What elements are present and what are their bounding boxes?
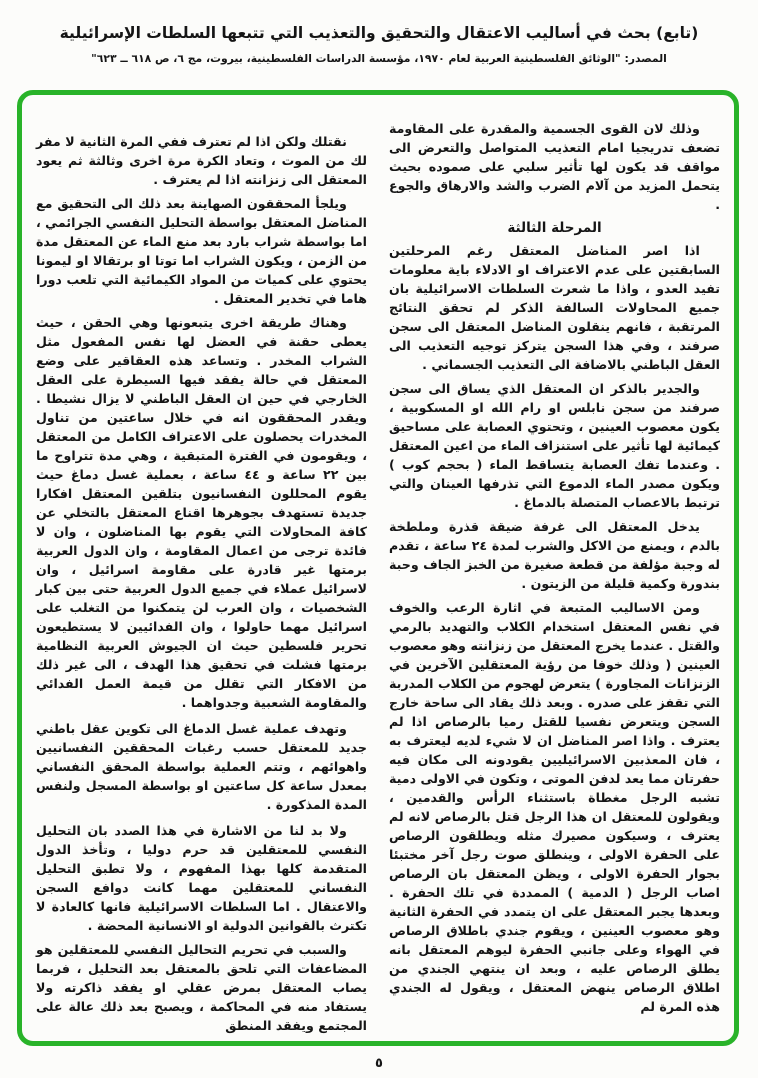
column-right [389,119,720,1041]
paragraph: ولا بد لنا من الاشارة في هذا الصدد بان التحليل النفسي للمعتقلين قد حرم دوليا ، وتأخذ الدول المتقدمة كلها بهذا المفهوم ، ولا تطبق التحليل النفساني للمعتقلين مهما كانت دوافع السجن والاعتقال . اما السلطات الاسرائيلية فانها كالعادة لا تكترث بالقوانين الدولية او الانسانية المحضة . [36,823,367,933]
page-title: (تابع) بحث في أساليب الاعتقال والتحقيق والتعذيب التي تتبعها السلطات الإسرائيلية [59,24,699,42]
source-line: المصدر: "الوثائق الفلسطينية العربية لعام ١٩٧٠، مؤسسة الدراسات الفلسطينية، بيروت، مج ٦، ص ٦١٨ ــ ٦٢٣" [91,52,667,65]
paragraph: وذلك لان القوى الجسمية والمقدرة على المقاومة تضعف تدريجيا امام التعذيب المتواصل والتعرض الى مواقف قد يكون لها تأثير سلبي على صموده بحيث يتحمل المزيد من آلام الضرب والشد والارهاق والجوع . [389,121,720,212]
column-left [36,119,367,1041]
paragraph: ومن الاساليب المتبعة في اثارة الرعب والخوف في نفس المعتقل استخدام الكلاب والتهديد بالرمي والقتل . عندما يخرج المعتقل من زنزانته وهو معصوب العينين ( وذلك خوفا من رؤية المعتقلين الآخرين في الزنزانات المجاورة ) يتعرض لهجوم من الكلاب المدربة التي تقفز على صدره . وبعد ذلك يقاد الى ساحة خارج السجن ويتعرض نفسيا للقتل رميا بالرصاص اذا لم يعترف . واذا اصر المناضل ان لا شيء لديه ليعترف به ، فان المعذبين الاسرائيليين يقودونه الى مكان فيه حفرتان مما يعد لدفن الموتى ، وتكون في الاولى دمية تشبه الرجل مغطاة باستثناء الرأس والقدمين ، ويقولون للمعتقل ان هذا الرجل قتل بالرصاص لانه لم يعترف ، وسيكون مصيرك مثله ويطلقون الرصاص على الحفرة الاولى ، وينطلق صوت رجل آخر مختبئا بجوار الحفرة الاولى ، ويظن المعتقل بان الرصاص اصاب الرجل ( الدمية ) الممددة في تلك الحفرة . وبعدها يجبر المعتقل على ان يتمدد في الحفرة الثانية وهو معصوب العينين ، ويقوم جندي باطلاق الرصاص في الهواء وعلى جانبي الحفرة ليوهم المعتقل بانه يطلق الرصاص عليه ، وبعد ان ينتهي الجندي من اطلاق الرصاص ينهض المعتقل ، ويقول له الجندي هذه المرة لم [389,600,720,1014]
paragraph: والسبب في تحريم التحاليل النفسي للمعتقلين هو المضاعفات التي تلحق بالمعتقل بعد التحليل ، فربما يصاب المعتقل بمرض عقلي او يفقد ذاكرته ولا يستفاد منه في المحاكمة ، ويصبح بعد ذلك عالة على المجتمع ويفقد المنطق [36,942,367,1033]
paragraph: اذا اصر المناضل المعتقل رغم المرحلتين السابقتين على عدم الاعتراف او الادلاء باية معلومات تفيد العدو ، واذا ما شعرت السلطات الاسرائيلية بان جميع المحاولات السالفة الذكر لم تحقق النتائج المرتقبة ، فانهم ينقلون المناضل المعتقل الى سجن صرفند ، وفي هذا السجن يتركز توجيه التعذيب الى العقل الباطني بالاضافة الى التعذيب الجسماني . [389,243,720,372]
paragraph: وهناك طريقة اخرى يتبعونها وهي الحقن ، حيث يعطى حقنة في العضل لها نفس المفعول مثل الشراب المخدر . وتساعد هذه العقاقير على وضع المعتقل في حالة يفقد فيها السيطرة على العقل الخارجي في حين ان العقل الباطني لا يزال نشيطا . ويقدر المحققون انه في خلال ساعتين من تناول المخدرات يحصلون على الاعتراف الكامل من المعتقل ، ويقومون في الفترة المتبقية ، وهي مدة تتراوح ما بين ٢٢ ساعة و ٤٤ ساعة ، بعملية غسل دماغ حيث يقوم المحللون النفسانيون بتلقين المعتقل افكارا جديدة تستهدف بجوهرها اقناع المعتقل بالتخلي عن كافة المحاولات التي يقوم بها المناضلون ، وان لا فائدة ترجى من اعمال المقاومة ، وان الدول العربية برمتها غير قادرة على مقاومة اسرائيل ، وان لاسرائيل عملاء في جميع الدول العربية حتى بين كبار الشخصيات ، وان العرب لن يتمكنوا من التغلب على اسرائيل مهما حاولوا ، وان الفدائيين لا يستطيعون تحرير فلسطين حيث ان الجيوش العربية النظامية برمتها فشلت في تحقيق هذا الهدف ، الى غير ذلك من الافكار التي تقلل من قيمة العمل الفدائي والمقاومة الشعبية وجدواهما . [36,315,367,710]
paragraph: يدخل المعتقل الى غرفة ضيقة قذرة وملطخة بالدم ، ويمنع من الاكل والشرب لمدة ٢٤ ساعة ، تقدم له وجبة مؤلفة من قطعة صغيرة من الخبز الجاف وحبة بندورة وكمية قليلة من الزيتون . [389,519,721,591]
paragraph: والجدير بالذكر ان المعتقل الذي يساق الى سجن صرفند من سجن نابلس او رام الله او المسكوبية ، يكون معصوب العينين ، وتحتوي العصابة على مساحيق كيمائية لها تأثير على استنزاف الماء من اعين المعتقل . وعندما تفك العصابة يتساقط الماء ( بحجم كوب ) ويكون مصدر الماء الدموع التي تذرفها العينان والتي ترتبط بالاعصاب المتصلة بالدماغ . [389,381,720,510]
two-column-layout [36,119,720,1041]
paragraph: وتهدف عملية غسل الدماغ الى تكوين عقل باطني جديد للمعتقل حسب رغبات المحققين النفسانيين واهوائهم ، وتتم العملية بواسطة المحقق النفساني بمعدل ساعة كل ساعتين او بواسطة المسجل ولنفس المدة المذكورة . [36,721,367,812]
paragraph: نقتلك ولكن اذا لم تعترف ففي المرة الثانية لا مفر لك من الموت ، وتعاد الكرة مرة اخرى وثالثة ثم يعود المعتقل الى زنزانته اذا لم يعترف . [36,134,367,187]
document-header [0,24,758,65]
page-number: ٥ [375,1056,383,1071]
section-heading: المرحلة الثالثة [507,220,602,236]
content-frame [17,90,739,1046]
paragraph: ويلجأ المحققون الصهاينة بعد ذلك الى التحقيق مع المناضل المعتقل بواسطة التحليل النفسي الجرائمي ، اما بواسطة شراب بارد بعد منع الماء عن المعتقل مدة من الزمن ، ويكون الشراب اما توتا او برتقالا او ليمونا يحتوي على كميات من المواد الكيمائية التي تلعب دورا هاما في تخدير المعتقل . [36,196,367,306]
